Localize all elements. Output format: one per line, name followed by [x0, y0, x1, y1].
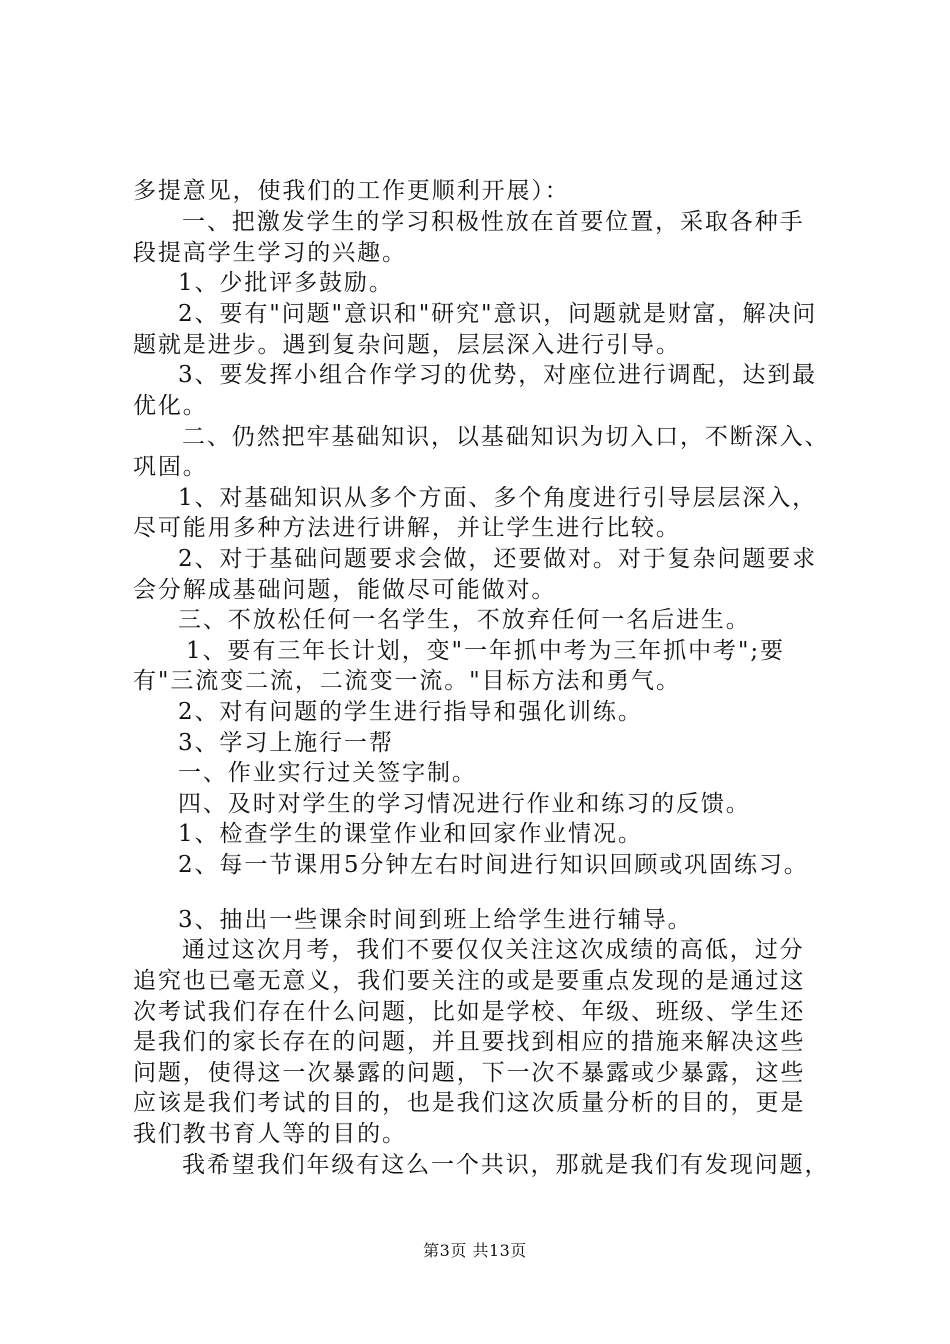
text-line: 四、及时对学生的学习情况进行作业和练习的反馈。: [178, 791, 751, 817]
text-line: 三、不放松任何一名学生，不放弃任何一名后进生。: [178, 607, 751, 633]
text-line: 段提高学生学习的兴趣。: [133, 240, 407, 266]
text-line: 通过这次月考，我们不要仅仅关注这次成绩的高低，过分: [182, 937, 805, 963]
text-line: 是我们的家长存在的问题，并且要找到相应的措施来解决这些: [133, 1029, 806, 1055]
text-line: 我希望我们年级有这么一个共识，那就是我们有发现问题，: [182, 1152, 830, 1178]
text-line: 3、要发挥小组合作学习的优势，对座位进行调配，达到最: [178, 362, 818, 388]
text-line: 优化。: [133, 393, 208, 419]
text-line: 2、对有问题的学生进行指导和强化训练。: [178, 699, 643, 725]
text-line: 1、少批评多鼓励。: [178, 270, 394, 296]
text-line: 2、对于基础问题要求会做，还要做对。对于复杂问题要求: [178, 546, 818, 572]
text-line: 我们教书育人等的目的。: [133, 1121, 407, 1147]
text-line: 一、把激发学生的学习积极性放在首要位置，采取各种手: [182, 209, 805, 235]
text-line: 追究也已毫无意义，我们要关注的或是要重点发现的是通过这: [133, 968, 806, 994]
text-line: 问题，使得这一次暴露的问题，下一次不暴露或少暴露，这些: [133, 1060, 806, 1086]
text-line: 1、检查学生的课堂作业和回家作业情况。: [178, 821, 643, 847]
text-line: 会分解成基础问题，能做尽可能做对。: [133, 577, 557, 603]
text-line: 3、抽出一些课余时间到班上给学生进行辅导。: [178, 907, 693, 933]
text-line: 一、作业实行过关签字制。: [178, 760, 477, 786]
text-line: 1、对基础知识从多个方面、多个角度进行引导层层深入，: [178, 485, 818, 511]
text-line: 2、要有"问题"意识和"研究"意识，问题就是财富，解决问: [178, 301, 818, 327]
text-line: 有"三流变二流，二流变一流。"目标方法和勇气。: [133, 668, 681, 694]
text-line: 巩固。: [133, 454, 208, 480]
text-line: 3、学习上施行一帮: [178, 730, 394, 756]
text-line: 二、仍然把牢基础知识，以基础知识为切入口，不断深入、: [182, 424, 830, 450]
text-line: 多提意见，使我们的工作更顺利开展）：: [133, 178, 570, 204]
text-line: 应该是我们考试的目的，也是我们这次质量分析的目的，更是: [133, 1090, 806, 1116]
page-number: 第3页 共13页: [423, 1241, 527, 1260]
text-line: 1、要有三年长计划，变"一年抓中考为三年抓中考";要: [186, 638, 785, 664]
text-line: 尽可能用多种方法进行讲解，并让学生进行比较。: [133, 515, 681, 541]
text-line: 题就是进步。遇到复杂问题，层层深入进行引导。: [133, 332, 681, 358]
text-line: 次考试我们存在什么问题，比如是学校、年级、班级、学生还: [133, 999, 806, 1025]
text-line: 2、每一节课用5分钟左右时间进行知识回顾或巩固练习。: [178, 852, 809, 878]
